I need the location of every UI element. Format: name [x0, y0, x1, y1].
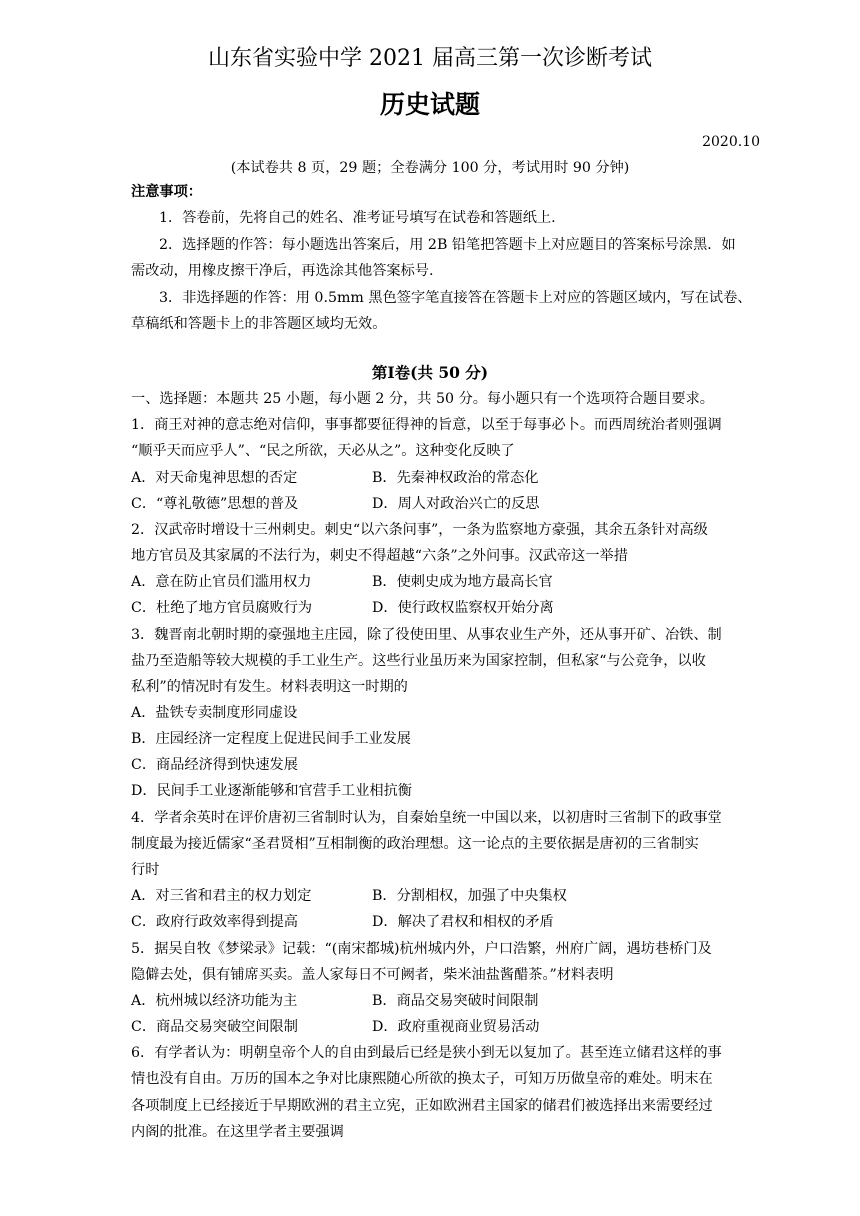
q5-stem-line-1: 5．据吴自牧《梦梁录》记载：“(南宋都城)杭州城内外，户口浩繁，州府广阔，遇坊巷桥门及: [131, 941, 712, 957]
q6-stem-line-1: 6．有学者认为：明朝皇帝个人的自由到最后已经是狭小到无以复加了。甚至连立储君这样的事: [131, 1045, 722, 1061]
exam-title: 山东省实验中学 2021 届高三第一次诊断考试: [208, 46, 652, 71]
q5-option-d: D．政府重视商业贸易活动: [372, 1019, 540, 1035]
note-2-line-1: 2．选择题的作答：每小题选出答案后，用 2B 铅笔把答题卡上对应题目的答案标号涂黑．如: [159, 237, 736, 253]
q3-option-c: C．商品经济得到快速发展: [131, 757, 298, 773]
section-intro: 一、选择题：本题共 25 小题，每小题 2 分，共 50 分。每小题只有一个选项符合题目要求。: [131, 391, 714, 407]
q3-option-d: D．民间手工业逐渐能够和官营手工业相抗衡: [131, 783, 412, 799]
q6-stem-line-2: 情也没有自由。万历的国本之争对比康熙随心所欲的换太子，可知万历做皇帝的难处。明末在: [131, 1071, 713, 1087]
q1-option-b: B．先秦神权政治的常态化: [372, 470, 539, 486]
exam-info: (本试卷共 8 页，29 题；全卷满分 100 分，考试用时 90 分钟): [230, 160, 630, 176]
q5-option-c: C．商品交易突破空间限制: [131, 1019, 298, 1035]
q1-option-c: C．“尊礼敬德”思想的普及: [131, 496, 299, 512]
q4-option-a: A．对三省和君主的权力划定: [131, 888, 312, 904]
q1-stem-line-2: “顺乎天而应乎人”、“民之所欲，天必从之”。这种变化反映了: [131, 443, 515, 459]
q4-stem-line-3: 行时: [131, 862, 160, 878]
q3-option-a: A．盐铁专卖制度形同虚设: [131, 705, 298, 721]
q2-option-a: A．意在防止官员们滥用权力: [131, 574, 312, 590]
q4-option-d: D．解决了君权和相权的矛盾: [372, 914, 554, 930]
q3-stem-line-2: 盐乃至造船等较大规模的手工业生产。这些行业虽历来为国家控制，但私家“与公竞争，以收: [131, 653, 706, 669]
subject-title: 历史试题: [379, 90, 480, 119]
q5-option-b: B．商品交易突破时间限制: [372, 993, 539, 1009]
exam-date: 2020.10: [702, 134, 760, 150]
q2-option-c: C．杜绝了地方官员腐败行为: [131, 600, 313, 616]
q1-option-d: D．周人对政治兴亡的反思: [372, 496, 540, 512]
q5-option-a: A．杭州城以经济功能为主: [131, 993, 298, 1009]
note-3-line-2: 草稿纸和答题卡上的非答题区域均无效。: [131, 316, 387, 332]
q4-option-c: C．政府行政效率得到提高: [131, 914, 298, 930]
q2-stem-line-1: 2．汉武帝时增设十三州刺史。刺史“以六条问事”，一条为监察地方豪强，其余五条针对高级: [131, 522, 708, 538]
q2-option-d: D．使行政权监察权开始分离: [372, 600, 554, 616]
q3-stem-line-1: 3．魏晋南北朝时期的豪强地主庄园，除了役使田里、从事农业生产外，还从事开矿、冶铁、制: [131, 627, 722, 643]
q4-stem-line-1: 4．学者余英时在评价唐初三省制时认为，自秦始皇统一中国以来，以初唐时三省制下的政事堂: [131, 810, 722, 826]
note-3-line-1: 3．非选择题的作答：用 0.5mm 黑色签字笔直接答在答题卡上对应的答题区域内，写在试卷、: [159, 290, 752, 306]
notes-heading: 注意事项：: [131, 184, 202, 200]
q1-option-a: A．对天命鬼神思想的否定: [131, 470, 298, 486]
note-2-line-2: 需改动，用橡皮擦干净后，再选涂其他答案标号.: [131, 263, 434, 279]
q4-stem-line-2: 制度最为接近儒家“圣君贤相”互相制衡的政治理想。这一论点的主要依据是唐初的三省制实: [131, 836, 699, 852]
q2-stem-line-2: 地方官员及其家属的不法行为，刺史不得超越“六条”之外问事。汉武帝这一举措: [131, 548, 628, 564]
q6-stem-line-4: 内阁的批准。在这里学者主要强调: [131, 1124, 344, 1140]
q4-option-b: B．分割相权，加强了中央集权: [372, 888, 567, 904]
section-title: 第Ⅰ卷(共 50 分): [371, 363, 489, 382]
q1-stem-line-1: 1．商王对神的意志绝对信仰，事事都要征得神的旨意，以至于每事必卜。而西周统治者则强调: [131, 417, 722, 433]
q2-option-b: B．使刺史成为地方最高长官: [372, 574, 553, 590]
q6-stem-line-3: 各项制度上已经接近于早期欧洲的君主立宪，正如欧洲君主国家的储君们被选择出来需要经过: [131, 1098, 713, 1114]
note-1: 1．答卷前，先将自己的姓名、准考证号填写在试卷和答题纸上.: [159, 210, 556, 226]
q3-option-b: B．庄园经济一定程度上促进民间手工业发展: [131, 731, 411, 747]
q5-stem-line-2: 隐僻去处，俱有铺席买卖。盖人家每日不可阙者，柴米油盐酱醋茶。”材料表明: [131, 967, 614, 983]
q3-stem-line-3: 私利”的情况时有发生。材料表明这一时期的: [131, 679, 408, 695]
